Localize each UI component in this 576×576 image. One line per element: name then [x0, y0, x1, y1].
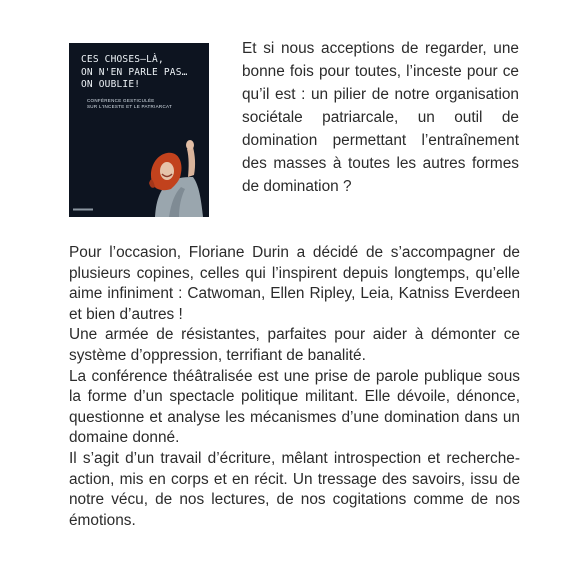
raised-fist: [186, 140, 194, 150]
poster-subtitle: [87, 98, 207, 110]
performer-photo: [149, 133, 209, 217]
poster-subtitle-line: CONFÉRENCE GESTICULÉE: [87, 98, 155, 103]
raised-arm: [187, 147, 195, 177]
body-paragraph: Pour l’occasion, Floriane Durin a décidé de s’accompagner de plusieurs copines, celles qui l’inspirent depuis longtemps, qu’elle aime infiniment : Catwoman, Ellen Ripley, Leia, Katniss Everdeen et bien d’autres !: [69, 244, 520, 323]
poster-title-line: ON OUBLIE!: [81, 79, 141, 90]
poster-subtitle-line: SUR L'INCESTE ET LE PATRIARCAT: [87, 104, 173, 109]
poster-title-line: ON N'EN PARLE PAS…: [81, 66, 188, 78]
intro-paragraph: Et si nous acceptions de regarder, une bonne fois pour toutes, l’inceste pour ce qu’il est : un pilier de notre organisation sociétale patriarcale, un outil de domination permettant l’entraînement des masses à toutes les autres formes de domination ?: [242, 40, 519, 195]
face: [160, 162, 174, 180]
show-poster: [69, 43, 209, 217]
poster-title-line: CES CHOSES—LÀ,: [81, 54, 164, 65]
publisher-logo: [73, 206, 93, 213]
body-paragraph: Une armée de résistantes, parfaites pour aider à démonter ce système d’oppression, terrifiant de banalité.: [69, 326, 520, 364]
description-body: [69, 243, 520, 531]
poster-title: [81, 54, 205, 92]
body-paragraph: Il s’agit d’un travail d’écriture, mêlant introspection et recherche-action, mis en corps et en récit. Un tressage des savoirs, issu de notre vécu, de nos lectures, de nos cogitations comme de nos émotions.: [69, 449, 520, 529]
body-paragraph: La conférence théâtralisée est une prise de parole publique sous la forme d’un spectacle politique militant. Elle dévoile, dénonce, questionne et analyse les mécanismes d’une domination dans un domaine donné.: [69, 367, 520, 447]
